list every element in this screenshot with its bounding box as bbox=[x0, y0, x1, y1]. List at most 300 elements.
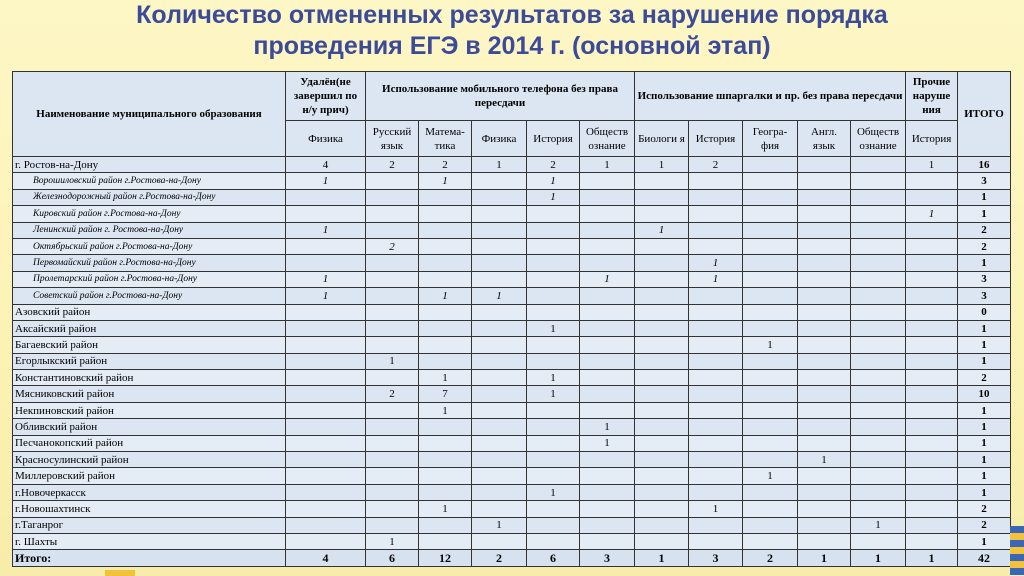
row-total: 3 bbox=[958, 288, 1011, 304]
row-value bbox=[286, 468, 366, 484]
row-value: 1 bbox=[286, 271, 366, 287]
row-total: 2 bbox=[958, 238, 1011, 254]
row-total: 1 bbox=[958, 452, 1011, 468]
row-total: 1 bbox=[958, 533, 1011, 549]
row-value bbox=[906, 452, 958, 468]
row-value bbox=[635, 238, 689, 254]
row-value bbox=[366, 517, 419, 533]
row-value bbox=[527, 288, 580, 304]
row-value bbox=[527, 533, 580, 549]
row-value bbox=[798, 320, 851, 336]
row-value bbox=[743, 304, 798, 320]
row-value bbox=[851, 419, 906, 435]
row-value bbox=[286, 402, 366, 418]
row-value bbox=[419, 419, 472, 435]
total-row-value: 1 bbox=[851, 550, 906, 566]
row-value: 1 bbox=[689, 501, 743, 517]
row-value bbox=[906, 271, 958, 287]
row-value bbox=[527, 255, 580, 271]
row-value bbox=[635, 353, 689, 369]
row-value bbox=[419, 222, 472, 238]
row-value bbox=[743, 533, 798, 549]
row-value bbox=[527, 222, 580, 238]
row-value bbox=[906, 337, 958, 353]
row-value bbox=[798, 304, 851, 320]
row-value bbox=[689, 189, 743, 205]
row-value bbox=[906, 255, 958, 271]
row-value bbox=[419, 337, 472, 353]
header-phone: Использование мобильного телефона без права пересдачи bbox=[366, 72, 635, 121]
row-value bbox=[906, 173, 958, 189]
table-row bbox=[13, 452, 1011, 468]
row-value bbox=[635, 419, 689, 435]
table-row bbox=[13, 353, 1011, 369]
header-subject: Геогра- фия bbox=[743, 121, 798, 157]
row-value bbox=[906, 288, 958, 304]
header-subject: Русский язык bbox=[366, 121, 419, 157]
row-name: Первомайский район г.Ростова-на-Дону bbox=[13, 255, 286, 271]
row-value bbox=[635, 189, 689, 205]
row-total: 1 bbox=[958, 337, 1011, 353]
table-row bbox=[13, 501, 1011, 517]
title-line-2: проведения ЕГЭ в 2014 г. (основной этап) bbox=[253, 32, 771, 60]
table-row bbox=[13, 468, 1011, 484]
row-value bbox=[689, 370, 743, 386]
row-value bbox=[689, 419, 743, 435]
row-value: 2 bbox=[689, 157, 743, 173]
row-name: Ворошиловский район г.Ростова-на-Дону bbox=[13, 173, 286, 189]
row-value bbox=[743, 452, 798, 468]
header-subject: История bbox=[527, 121, 580, 157]
row-value bbox=[366, 501, 419, 517]
row-value bbox=[689, 206, 743, 222]
decorative-stripe-left bbox=[105, 570, 135, 576]
row-value bbox=[366, 271, 419, 287]
header-name-col: Наименование муниципального образования bbox=[13, 72, 286, 157]
row-value bbox=[419, 517, 472, 533]
row-value bbox=[286, 435, 366, 451]
row-value bbox=[851, 304, 906, 320]
row-value bbox=[798, 238, 851, 254]
row-value bbox=[580, 501, 635, 517]
row-value: 1 bbox=[580, 419, 635, 435]
row-value bbox=[743, 370, 798, 386]
row-value bbox=[851, 452, 906, 468]
row-value bbox=[689, 533, 743, 549]
row-value bbox=[798, 337, 851, 353]
row-value bbox=[472, 484, 527, 500]
row-value bbox=[366, 288, 419, 304]
row-total: 1 bbox=[958, 255, 1011, 271]
row-value bbox=[419, 484, 472, 500]
row-value bbox=[635, 452, 689, 468]
row-value: 1 bbox=[286, 288, 366, 304]
table-row bbox=[13, 517, 1011, 533]
total-row-value: 1 bbox=[798, 550, 851, 566]
table-row bbox=[13, 435, 1011, 451]
row-value: 1 bbox=[527, 173, 580, 189]
row-value bbox=[798, 189, 851, 205]
row-value bbox=[472, 353, 527, 369]
row-value bbox=[366, 370, 419, 386]
total-row-value: 3 bbox=[689, 550, 743, 566]
row-total: 1 bbox=[958, 320, 1011, 336]
row-value bbox=[286, 452, 366, 468]
row-value: 1 bbox=[689, 255, 743, 271]
row-value bbox=[743, 419, 798, 435]
row-value bbox=[286, 370, 366, 386]
row-value: 1 bbox=[743, 337, 798, 353]
row-value: 1 bbox=[527, 320, 580, 336]
row-value bbox=[851, 157, 906, 173]
row-value bbox=[527, 304, 580, 320]
row-value bbox=[851, 501, 906, 517]
row-value bbox=[743, 189, 798, 205]
row-value bbox=[527, 468, 580, 484]
row-value bbox=[743, 271, 798, 287]
header-subject: Англ. язык bbox=[798, 121, 851, 157]
row-value bbox=[419, 468, 472, 484]
row-value bbox=[689, 468, 743, 484]
row-value: 2 bbox=[419, 157, 472, 173]
row-name: Миллеровский район bbox=[13, 468, 286, 484]
row-name: Ленинский район г. Ростова-на-Дону bbox=[13, 222, 286, 238]
total-row-value: 6 bbox=[366, 550, 419, 566]
row-value: 1 bbox=[906, 206, 958, 222]
row-value bbox=[472, 238, 527, 254]
row-value bbox=[472, 337, 527, 353]
row-value bbox=[689, 517, 743, 533]
row-value bbox=[906, 370, 958, 386]
header-subject: Обществ ознание bbox=[851, 121, 906, 157]
row-value bbox=[472, 370, 527, 386]
row-name: Константиновский район bbox=[13, 370, 286, 386]
row-value bbox=[580, 452, 635, 468]
row-value bbox=[527, 337, 580, 353]
row-name: Кировский район г.Ростова-на-Дону bbox=[13, 206, 286, 222]
row-value bbox=[635, 386, 689, 402]
row-value bbox=[798, 468, 851, 484]
row-value bbox=[580, 320, 635, 336]
row-value bbox=[851, 386, 906, 402]
table-row bbox=[13, 238, 1011, 254]
row-value bbox=[798, 173, 851, 189]
total-row-value: 1 bbox=[635, 550, 689, 566]
row-value bbox=[689, 320, 743, 336]
row-value bbox=[472, 222, 527, 238]
row-name: г. Ростов-на-Дону bbox=[13, 157, 286, 173]
row-value: 1 bbox=[527, 386, 580, 402]
row-value bbox=[798, 419, 851, 435]
row-value bbox=[798, 222, 851, 238]
row-value bbox=[906, 238, 958, 254]
row-value bbox=[851, 533, 906, 549]
row-value bbox=[743, 501, 798, 517]
row-value bbox=[798, 353, 851, 369]
row-total: 1 bbox=[958, 189, 1011, 205]
table-row bbox=[13, 402, 1011, 418]
total-row-value: 6 bbox=[527, 550, 580, 566]
row-value bbox=[635, 484, 689, 500]
row-value bbox=[689, 452, 743, 468]
row-total: 2 bbox=[958, 222, 1011, 238]
row-total: 1 bbox=[958, 468, 1011, 484]
row-value bbox=[798, 501, 851, 517]
header-subject: Матема- тика bbox=[419, 121, 472, 157]
row-value bbox=[366, 402, 419, 418]
row-name: г.Новочеркасск bbox=[13, 484, 286, 500]
row-value: 1 bbox=[366, 353, 419, 369]
header-total: ИТОГО bbox=[958, 72, 1011, 157]
row-value bbox=[286, 255, 366, 271]
row-value: 1 bbox=[472, 517, 527, 533]
row-value: 1 bbox=[906, 157, 958, 173]
row-value bbox=[851, 238, 906, 254]
row-value: 4 bbox=[286, 157, 366, 173]
row-value bbox=[580, 533, 635, 549]
row-value bbox=[366, 222, 419, 238]
row-value bbox=[366, 452, 419, 468]
row-value: 1 bbox=[366, 533, 419, 549]
header-subject: Биологи я bbox=[635, 121, 689, 157]
row-value bbox=[851, 337, 906, 353]
row-name: Октябрьский район г.Ростова-на-Дону bbox=[13, 238, 286, 254]
table-row bbox=[13, 271, 1011, 287]
header-other: Прочие наруше ния bbox=[906, 72, 958, 121]
row-value bbox=[580, 370, 635, 386]
row-value bbox=[635, 402, 689, 418]
row-value: 1 bbox=[635, 157, 689, 173]
row-value bbox=[851, 288, 906, 304]
row-value bbox=[527, 206, 580, 222]
row-value bbox=[635, 304, 689, 320]
row-value bbox=[419, 533, 472, 549]
row-value bbox=[472, 189, 527, 205]
row-total: 1 bbox=[958, 353, 1011, 369]
row-value bbox=[472, 452, 527, 468]
row-value bbox=[366, 468, 419, 484]
table-row bbox=[13, 337, 1011, 353]
title-line-1: Количество отмененных результатов за нарушение порядка bbox=[136, 1, 888, 29]
row-value bbox=[851, 353, 906, 369]
row-value bbox=[286, 501, 366, 517]
row-value bbox=[580, 402, 635, 418]
row-value bbox=[472, 402, 527, 418]
row-value: 1 bbox=[472, 157, 527, 173]
table-row bbox=[13, 533, 1011, 549]
total-row bbox=[13, 550, 1011, 566]
row-value bbox=[798, 271, 851, 287]
row-value bbox=[286, 353, 366, 369]
header-subject: Обществ ознание bbox=[580, 121, 635, 157]
row-value bbox=[419, 238, 472, 254]
row-value bbox=[580, 353, 635, 369]
row-value bbox=[635, 501, 689, 517]
row-value bbox=[580, 484, 635, 500]
row-value bbox=[906, 517, 958, 533]
results-table bbox=[12, 71, 1011, 567]
row-value bbox=[419, 189, 472, 205]
row-total: 1 bbox=[958, 206, 1011, 222]
row-value bbox=[472, 304, 527, 320]
row-name: Железнодорожный район г.Ростова-на-Дону bbox=[13, 189, 286, 205]
row-name: г. Шахты bbox=[13, 533, 286, 549]
table-row bbox=[13, 222, 1011, 238]
row-value bbox=[851, 484, 906, 500]
row-value: 1 bbox=[419, 501, 472, 517]
row-value bbox=[743, 222, 798, 238]
table-row bbox=[13, 386, 1011, 402]
row-value bbox=[851, 435, 906, 451]
row-total: 0 bbox=[958, 304, 1011, 320]
row-value bbox=[851, 206, 906, 222]
row-value bbox=[580, 206, 635, 222]
row-value bbox=[366, 337, 419, 353]
row-value bbox=[743, 320, 798, 336]
row-value bbox=[580, 255, 635, 271]
row-name: Красносулинский район bbox=[13, 452, 286, 468]
total-row-value: 4 bbox=[286, 550, 366, 566]
row-value: 2 bbox=[527, 157, 580, 173]
row-value bbox=[580, 304, 635, 320]
row-value bbox=[472, 468, 527, 484]
row-value bbox=[286, 484, 366, 500]
header-removed: Удалён(не завершил по н/у прич) bbox=[286, 72, 366, 121]
row-value bbox=[635, 173, 689, 189]
row-name: г.Новошахтинск bbox=[13, 501, 286, 517]
row-value bbox=[419, 452, 472, 468]
row-value bbox=[580, 238, 635, 254]
row-value: 1 bbox=[689, 271, 743, 287]
row-value bbox=[743, 386, 798, 402]
row-total: 1 bbox=[958, 402, 1011, 418]
row-name: Азовский район bbox=[13, 304, 286, 320]
table-row bbox=[13, 484, 1011, 500]
row-value: 1 bbox=[580, 271, 635, 287]
row-value bbox=[580, 222, 635, 238]
row-value bbox=[527, 271, 580, 287]
row-value bbox=[580, 189, 635, 205]
row-value bbox=[419, 255, 472, 271]
row-value bbox=[472, 435, 527, 451]
row-value bbox=[906, 353, 958, 369]
row-value bbox=[419, 206, 472, 222]
row-value bbox=[527, 452, 580, 468]
row-total: 2 bbox=[958, 501, 1011, 517]
row-value bbox=[798, 288, 851, 304]
grand-total: 42 bbox=[958, 550, 1011, 566]
row-value: 2 bbox=[366, 386, 419, 402]
row-value bbox=[906, 189, 958, 205]
row-value bbox=[286, 419, 366, 435]
row-value bbox=[743, 157, 798, 173]
row-value bbox=[743, 255, 798, 271]
row-value bbox=[689, 173, 743, 189]
row-value bbox=[286, 517, 366, 533]
row-value bbox=[689, 386, 743, 402]
row-value bbox=[580, 468, 635, 484]
row-value bbox=[906, 468, 958, 484]
row-value bbox=[472, 173, 527, 189]
row-value bbox=[286, 189, 366, 205]
row-value bbox=[527, 501, 580, 517]
row-value bbox=[906, 222, 958, 238]
row-value bbox=[286, 304, 366, 320]
table-row bbox=[13, 189, 1011, 205]
row-total: 2 bbox=[958, 517, 1011, 533]
row-value bbox=[635, 517, 689, 533]
row-value bbox=[527, 402, 580, 418]
decorative-stripe-right bbox=[1010, 526, 1024, 576]
row-value: 1 bbox=[419, 402, 472, 418]
row-total: 3 bbox=[958, 173, 1011, 189]
row-value bbox=[689, 222, 743, 238]
row-value bbox=[635, 533, 689, 549]
slide-title bbox=[0, 0, 1024, 68]
row-value bbox=[743, 206, 798, 222]
table-row bbox=[13, 255, 1011, 271]
row-value bbox=[635, 320, 689, 336]
row-value bbox=[527, 419, 580, 435]
row-value bbox=[366, 320, 419, 336]
row-value bbox=[419, 353, 472, 369]
row-value bbox=[906, 419, 958, 435]
row-value bbox=[851, 173, 906, 189]
row-value bbox=[527, 238, 580, 254]
row-value bbox=[419, 435, 472, 451]
row-name: Мясниковский район bbox=[13, 386, 286, 402]
row-value bbox=[906, 484, 958, 500]
row-name: Песчанокопский район bbox=[13, 435, 286, 451]
row-value bbox=[689, 238, 743, 254]
row-value: 1 bbox=[580, 435, 635, 451]
row-value: 1 bbox=[635, 222, 689, 238]
row-total: 10 bbox=[958, 386, 1011, 402]
header-subject: История bbox=[689, 121, 743, 157]
row-value bbox=[798, 533, 851, 549]
row-value bbox=[689, 288, 743, 304]
row-value bbox=[366, 435, 419, 451]
row-value bbox=[366, 484, 419, 500]
row-value bbox=[286, 386, 366, 402]
row-total: 1 bbox=[958, 419, 1011, 435]
row-value bbox=[580, 386, 635, 402]
row-value bbox=[419, 271, 472, 287]
row-value bbox=[635, 271, 689, 287]
row-name: Егорлыкский район bbox=[13, 353, 286, 369]
row-value: 1 bbox=[851, 517, 906, 533]
row-value bbox=[366, 206, 419, 222]
row-value: 1 bbox=[419, 173, 472, 189]
total-row-value: 12 bbox=[419, 550, 472, 566]
row-value bbox=[472, 320, 527, 336]
row-value bbox=[472, 255, 527, 271]
table-row bbox=[13, 419, 1011, 435]
row-name: Советский район г.Ростова-на-Дону bbox=[13, 288, 286, 304]
row-value bbox=[419, 304, 472, 320]
row-value: 1 bbox=[527, 189, 580, 205]
row-value bbox=[689, 402, 743, 418]
row-value: 1 bbox=[419, 370, 472, 386]
row-value bbox=[798, 157, 851, 173]
row-value bbox=[635, 468, 689, 484]
row-value bbox=[798, 402, 851, 418]
total-row-value: 2 bbox=[743, 550, 798, 566]
total-row-value: 1 bbox=[906, 550, 958, 566]
row-value: 1 bbox=[527, 370, 580, 386]
row-value bbox=[635, 337, 689, 353]
row-value bbox=[743, 435, 798, 451]
